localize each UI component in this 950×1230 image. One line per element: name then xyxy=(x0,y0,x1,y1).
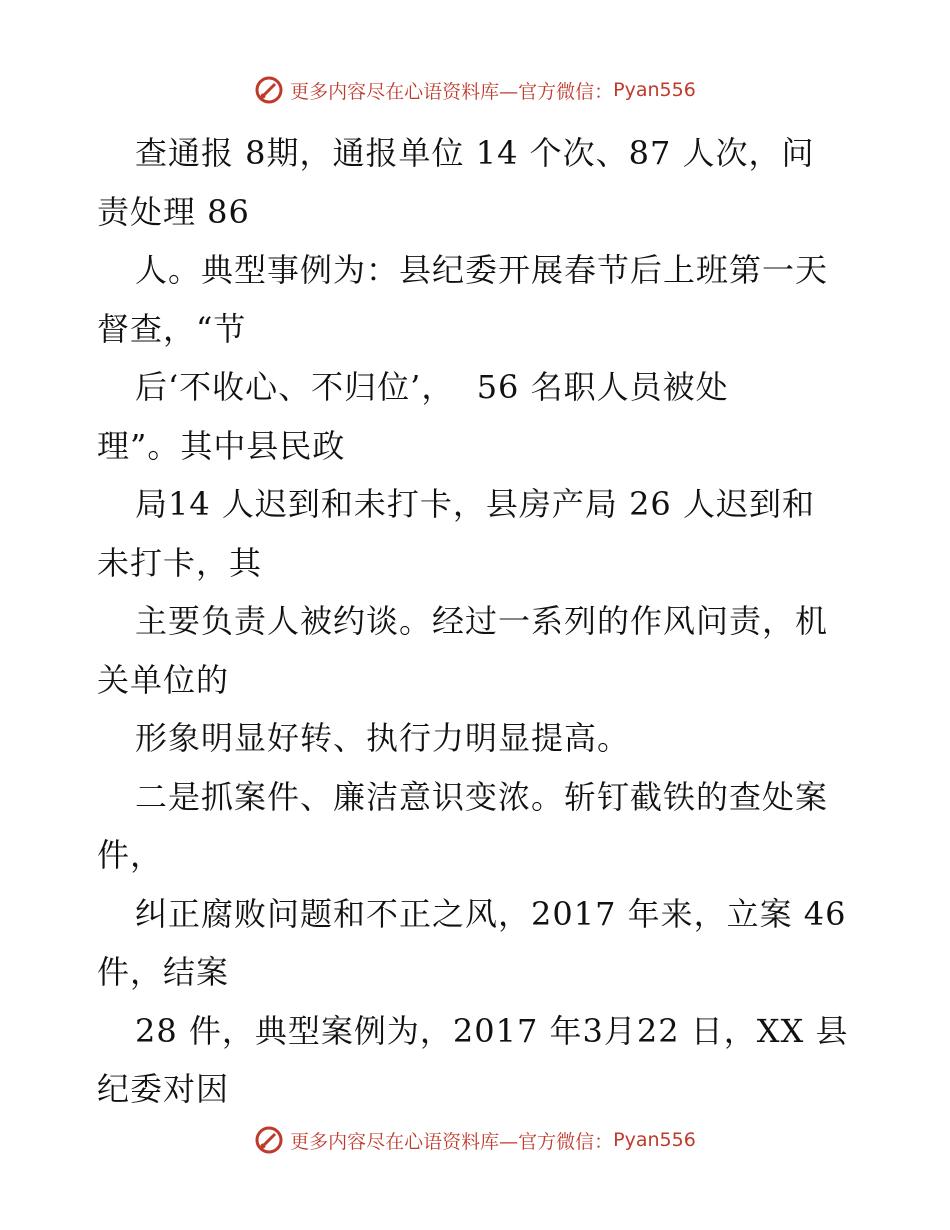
watermark-text: 更多内容尽在心语资料库—官方微信： xyxy=(290,80,614,103)
pen-seal-logo-icon xyxy=(254,75,284,105)
body-text-line: 28 件，典型案例为，2017 年3月22 日，XX 县 xyxy=(135,1011,849,1050)
watermark-text: 更多内容尽在心语资料库—官方微信： xyxy=(290,1130,614,1153)
pen-seal-logo-icon xyxy=(254,1125,284,1155)
watermark-account: Pyan556 xyxy=(613,1129,696,1151)
header-watermark xyxy=(0,70,950,110)
document-body xyxy=(97,124,857,1119)
footer-watermark xyxy=(0,1120,950,1160)
body-text-line: 后‘不收心、不归位’， 56 名职人员被处 xyxy=(135,368,729,406)
watermark-account: Pyan556 xyxy=(613,79,696,101)
body-text-line: 二是抓案件、廉洁意识变浓。斩钉截铁的查处案 xyxy=(135,777,829,816)
body-text-line: 人。典型事例为：县纪委开展春节后上班第一天 xyxy=(135,251,829,289)
body-text-line: 纪委对因 xyxy=(97,1070,230,1108)
body-text-line: 责处理 86 xyxy=(97,192,250,231)
body-text-line: 主要负责人被约谈。经过一系列的作风问责，机 xyxy=(135,602,829,640)
body-text-line: 件，结案 xyxy=(97,953,230,991)
body-text-line: 关单位的 xyxy=(97,660,230,699)
body-text-line: 督查，“节 xyxy=(97,309,247,348)
body-text-line: 件， xyxy=(97,836,164,874)
body-text-line: 形象明显好转、执行力明显提高。 xyxy=(135,719,631,757)
body-text-line: 纠正腐败问题和不正之风，2017 年来，立案 46 xyxy=(135,894,847,933)
body-text-line: 查通报 8期，通报单位 14 个次、87 人次，问 xyxy=(135,134,815,172)
body-text-line: 局14 人迟到和未打卡，县房产局 26 人迟到和 xyxy=(135,485,815,523)
body-text-line: 未打卡，其 xyxy=(97,543,263,582)
body-text-line: 理”。其中县民政 xyxy=(97,426,346,465)
